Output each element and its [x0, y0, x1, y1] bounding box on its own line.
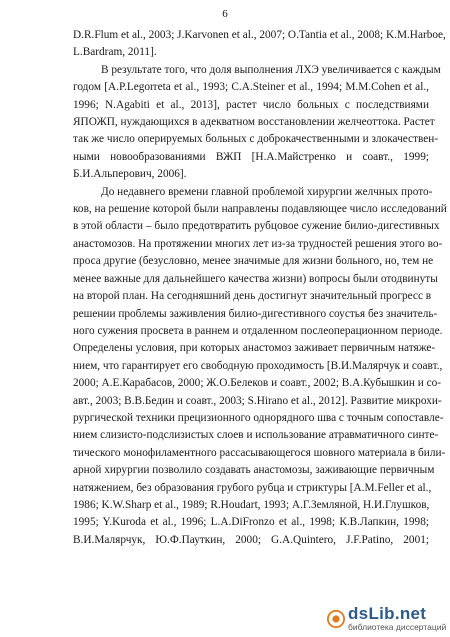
text-line: тического монофиламентного рассасывающегося шовного материала в били-	[73, 446, 446, 459]
watermark[interactable]	[327, 600, 450, 637]
text-line: В.И.Малярчук, Ю.Ф.Пауткин, 2000; G.A.Quintero, J.F.Patino, 2001;	[73, 533, 429, 546]
dslib-logo-icon	[327, 610, 345, 628]
page-number: 6	[222, 8, 228, 20]
text-line: ков, на решение которой были направлены подавляющее число исследований	[73, 203, 447, 216]
watermark-subtitle: библиотека диссертаций	[348, 622, 447, 633]
text-line: в этой области – было предотвратить рубцовое сужение билио-дигестивных	[73, 220, 440, 233]
text-line: нием слизисто-подслизистых слоев и использование атравматичного синте-	[73, 429, 439, 442]
text-line: Определены условия, при которых анастомоз заживает первичным натяже-	[73, 342, 436, 355]
text-line: В результате того, что доля выполнения ЛХЭ увеличивается с каждым	[101, 63, 441, 76]
text-line: так же число оперируемых больных с доброкачественными и злокачествен-	[73, 133, 439, 146]
paragraph	[73, 184, 447, 550]
text-line: решении проблемы заживления билио-дигестивного соустья без значитель-	[73, 307, 438, 320]
text-line: L.Bardram, 2011].	[73, 46, 157, 59]
text-line: проса другие (безусловно, менее значимые для жизни больного, но, тем не	[73, 255, 434, 268]
text-line: нием, что гарантирует его свободную проходимость [В.И.Малярчук и соавт.,	[73, 359, 443, 372]
paragraph	[73, 27, 446, 62]
text-line: ЯПОЖП, нуждающихся в адекватном восстановлении желчеоттока. Растет	[73, 116, 435, 129]
text-line: Б.И.Альперович, 2006].	[73, 168, 187, 181]
text-line: 1986; K.W.Sharp et al., 1989; R.Houdart, 1993; А.Г.Земляной, Н.И.Глушков,	[73, 498, 430, 511]
text-line: 2000; А.Е.Карабасов, 2000; Ж.О.Белеков и соавт., 2002; В.А.Кубышкин и со-	[73, 377, 442, 390]
text-line: натяжением, без образования грубого рубца и стриктуры [A.M.Feller et al.,	[73, 481, 432, 494]
text-line: анастомозов. На протяжении многих лет из-за трудностей решения этого во-	[73, 237, 443, 250]
text-line: ного сужения просвета в раннем и отдаленном послеоперационном периоде.	[73, 324, 443, 337]
text-line: До недавнего времени главной проблемой хирургии желчных прото-	[101, 185, 433, 198]
watermark-text	[348, 605, 446, 632]
text-line: D.R.Flum et al., 2003; J.Karvonen et al., 2007; O.Tantia et al., 2008; K.M.Harboe,	[73, 29, 446, 41]
paragraph	[73, 62, 441, 184]
text-line: ными новообразованиями ВЖП [Н.А.Майстренко и соавт., 1999;	[73, 150, 429, 163]
text-line: рургической техники прецизионного однорядного шва с точным сопоставле-	[73, 411, 444, 424]
text-line: 1996; N.Agabiti et al., 2013], растет число больных с последствиями	[73, 98, 429, 111]
text-line: арной хирургии позволило создавать анастомозы, заживающие первичным	[73, 464, 435, 477]
text-line: менее важные для дальнейшего качества жизни) вопросы были отодвинуты	[73, 272, 438, 285]
watermark-title: dsLib.net	[348, 604, 427, 624]
text-line: авт., 2003; В.В.Бедин и соавт., 2003; S.Hirano et al., 2012]. Развитие микрохи-	[73, 394, 442, 407]
text-line: на второй план. На сегодняшний день достигнут значительный прогресс в	[73, 290, 432, 303]
text-line: 1995; Y.Kuroda et al., 1996; L.A.DiFronzo et al., 1998; К.В.Лапкин, 1998;	[73, 516, 429, 529]
text-line: годом [A.P.Legorreta et al., 1993; C.A.Steiner et al., 1994; M.M.Cohen et al.,	[73, 81, 429, 94]
document-body	[73, 27, 447, 549]
